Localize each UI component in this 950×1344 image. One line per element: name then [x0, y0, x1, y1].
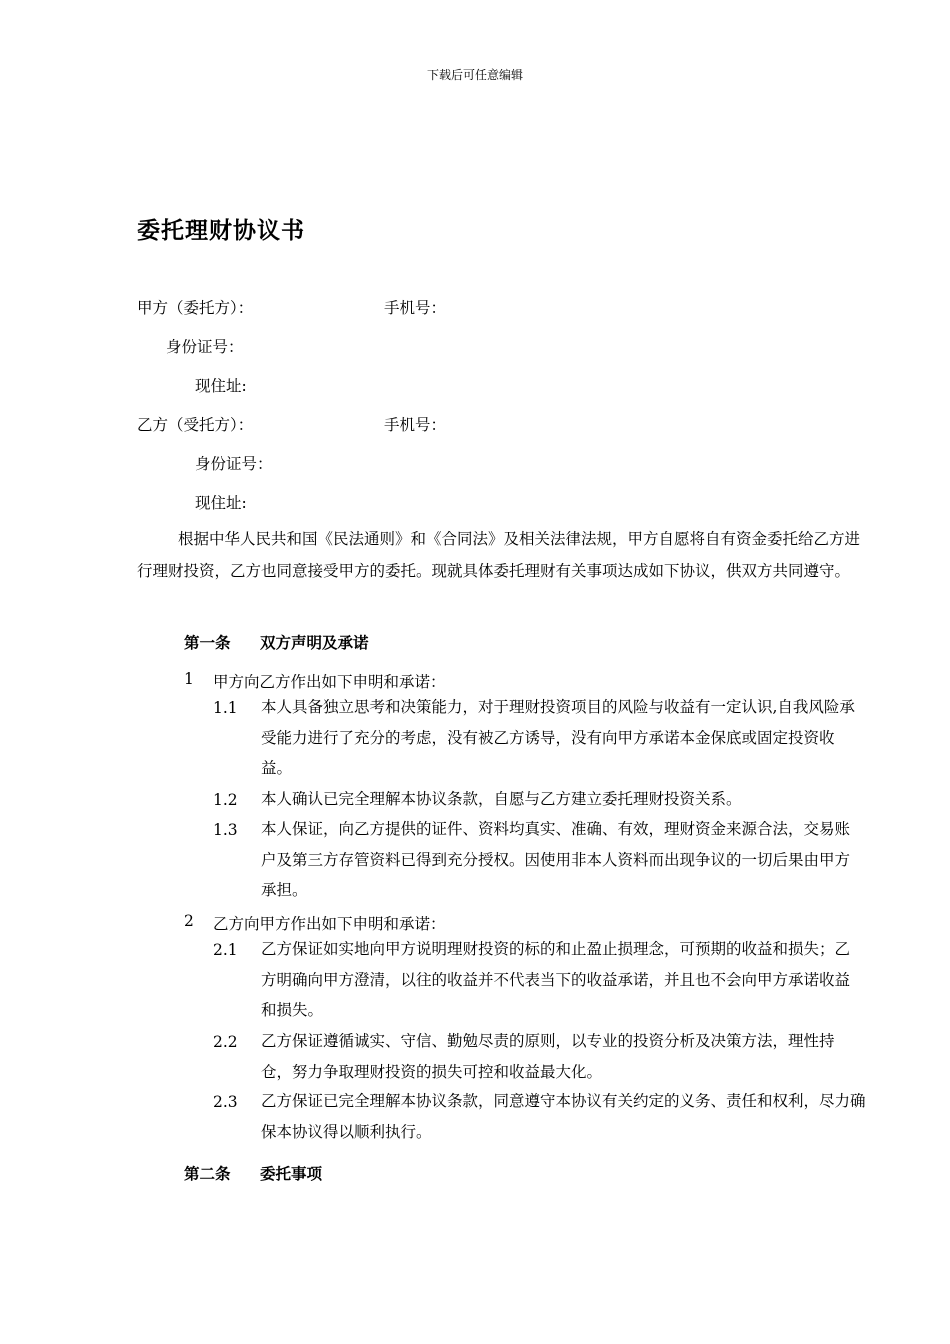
article-1-number: 第一条	[184, 633, 231, 652]
intro-paragraph: 根据中华人民共和国《民法通则》和《合同法》及相关法律法规，甲方自愿将自有资金委托给乙方进行理财投资，乙方也同意接受甲方的委托。现就具体委托理财有关事项达成如下协议，供双方共同遵守。	[137, 530, 861, 580]
page-header-note: 下载后可任意编辑	[426, 68, 523, 82]
section-1-number: 1	[184, 670, 194, 688]
clause-1-2-number: 1.2	[213, 791, 238, 809]
party-a-id-label: 身份证号：	[166, 338, 244, 356]
article-2-heading: 委托事项	[260, 1164, 323, 1183]
clause-2-1-text: 乙方保证如实地向甲方说明理财投资的标的和止盈止损理念，可预期的收益和损失；乙方明确向甲方澄清，以往的收益并不代表当下的收益承诺，并且也不会向甲方承诺收益和损失。	[261, 940, 851, 1019]
clause-2-3-number: 2.3	[213, 1093, 238, 1111]
clause-1-3-text: 本人保证，向乙方提供的证件、资料均真实、准确、有效，理财资金来源合法，交易账户及第三方存管资料已得到充分授权。因使用非本人资料而出现争议的一切后果由甲方承担。	[261, 820, 851, 899]
party-a-address-label: 现住址:	[195, 377, 247, 395]
document-title: 委托理财协议书	[137, 217, 305, 244]
party-b-id-label: 身份证号：	[195, 455, 273, 473]
party-a-phone-label: 手机号：	[384, 299, 447, 317]
article-1-heading: 双方声明及承诺	[260, 633, 369, 652]
party-b-phone-label: 手机号：	[384, 416, 447, 434]
party-b-address-label: 现住址:	[195, 494, 247, 512]
clause-2-3-text: 乙方保证已完全理解本协议条款，同意遵守本协议有关约定的义务、责任和权利，尽力确保本协议得以顺利执行。	[261, 1092, 866, 1141]
clause-1-2-text: 本人确认已完全理解本协议条款，自愿与乙方建立委托理财投资关系。	[261, 790, 742, 808]
clause-1-1-number: 1.1	[213, 699, 238, 717]
clause-1-1-text: 本人具备独立思考和决策能力，对于理财投资项目的风险与收益有一定认识,自我风险承受能力进行了充分的考虑，没有被乙方诱导，没有向甲方承诺本金保底或固定投资收益。	[261, 698, 855, 777]
section-1-text: 甲方向乙方作出如下申明和承诺：	[213, 673, 446, 691]
article-2-number: 第二条	[184, 1164, 231, 1183]
section-2-text: 乙方向甲方作出如下申明和承诺：	[213, 915, 446, 933]
clause-2-1-number: 2.1	[213, 941, 238, 959]
clause-2-2-number: 2.2	[213, 1033, 238, 1051]
section-2-number: 2	[184, 912, 194, 930]
clause-1-3-number: 1.3	[213, 821, 238, 839]
party-b-label: 乙方（受托方）：	[137, 416, 254, 434]
clause-2-2-text: 乙方保证遵循诚实、守信、勤勉尽责的原则，以专业的投资分析及决策方法，理性持仓，努力争取理财投资的损失可控和收益最大化。	[261, 1032, 835, 1081]
party-a-label: 甲方（委托方）：	[137, 299, 254, 317]
